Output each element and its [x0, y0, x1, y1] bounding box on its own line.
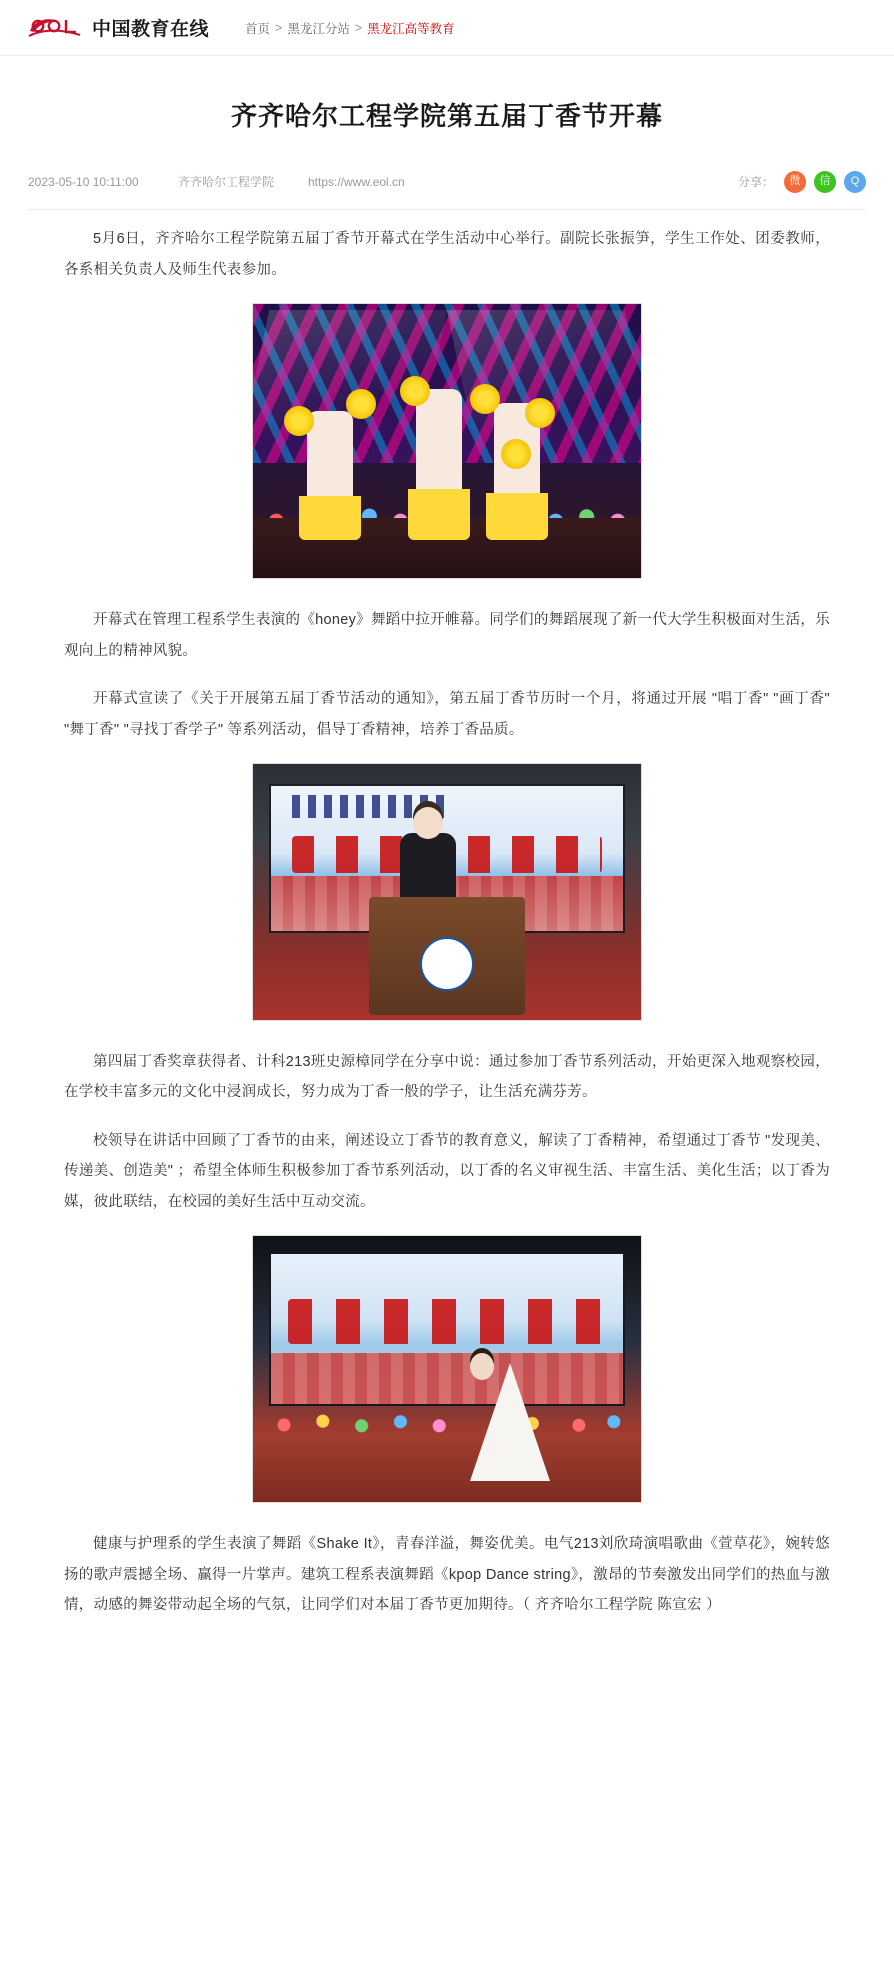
photo-cheer-dance [252, 303, 642, 579]
paragraph: 开幕式在管理工程系学生表演的《honey》舞蹈中拉开帷幕。同学们的舞蹈展现了新一代大学生积极面对生活，乐观向上的精神风貌。 [64, 612, 830, 659]
breadcrumb-separator: > [275, 20, 283, 35]
eol-logo-icon [28, 15, 82, 41]
page-title: 齐齐哈尔工程学院第五届丁香节开幕 [230, 101, 663, 131]
breadcrumb-item-home[interactable]: 首页 [245, 21, 271, 36]
site-header [0, 0, 894, 56]
share-bar [738, 171, 866, 193]
paragraph: 5月6日，齐齐哈尔工程学院第五届丁香节开幕式在学生活动中心举行。副院长张振笋，学生工作处、团委教师，各系相关负责人及师生代表参加。 [64, 231, 830, 278]
site-logo-text: 中国教育在线 [92, 19, 210, 40]
wechat-share-icon[interactable]: 信 [814, 171, 836, 193]
share-label: 分享： [737, 175, 774, 190]
article [0, 98, 894, 1679]
article-source: 齐齐哈尔工程学院 [178, 175, 275, 190]
breadcrumb-separator: > [354, 20, 363, 35]
photo-singer-performance [252, 1235, 642, 1503]
qq-share-icon[interactable]: Q [844, 171, 866, 193]
publish-date: 2023-05-10 10:11:00 [28, 174, 139, 189]
paragraph: 健康与护理系的学生表演了舞蹈《Shake It》，青春洋溢，舞姿优美。电气213刘欣琦演唱歌曲《萱草花》，婉转悠扬的歌声震撼全场、赢得一片掌声。建筑工程系表演舞蹈《kpop Dance string》，激昂的节奏激发出同学们的热血与激情，动感的舞姿带动起全场的气氛，让同学们对本届丁香节更加期待。（ 齐齐哈尔工程学院 陈宣宏 ） [64, 1536, 830, 1614]
figure-1 [64, 303, 830, 579]
breadcrumb-item-higher-education[interactable]: 黑龙江高等教育 [367, 21, 455, 36]
breadcrumb [245, 19, 455, 37]
article-body [28, 210, 866, 1678]
photo-podium-speech [252, 763, 642, 1021]
paragraph: 校领导在讲话中回顾了丁香节的由来，阐述设立丁香节的教育意义，解读了丁香精神，希望通过丁香节 "发现美、传递美、创造美" ；希望全体师生积极参加丁香节系列活动，以丁香的名义审视生活、丰富生活、美化生活；以丁香为媒，彼此联结，在校园的美好生活中互动交流。 [64, 1132, 830, 1210]
site-logo[interactable] [28, 14, 209, 41]
article-url: https://www.eol.cn [308, 174, 405, 189]
article-meta-bar [28, 168, 866, 210]
breadcrumb-item-heilongjiang[interactable]: 黑龙江分站 [287, 21, 350, 36]
weibo-share-icon[interactable]: 微 [784, 171, 806, 193]
paragraph: 开幕式宣读了《关于开展第五届丁香节活动的通知》，第五届丁香节历时一个月，将通过开展 "唱丁香" "画丁香" "舞丁香" "寻找丁香学子" 等系列活动，倡导丁香精神，培养丁香品质。 [64, 691, 830, 738]
figure-2 [64, 763, 830, 1021]
paragraph: 第四届丁香奖章获得者、计科213班史源樟同学在分享中说：通过参加丁香节系列活动，开始更深入地观察校园，在学校丰富多元的文化中浸润成长，努力成为丁香一般的学子，让生活充满芬芳。 [64, 1054, 830, 1101]
figure-3 [64, 1235, 830, 1503]
